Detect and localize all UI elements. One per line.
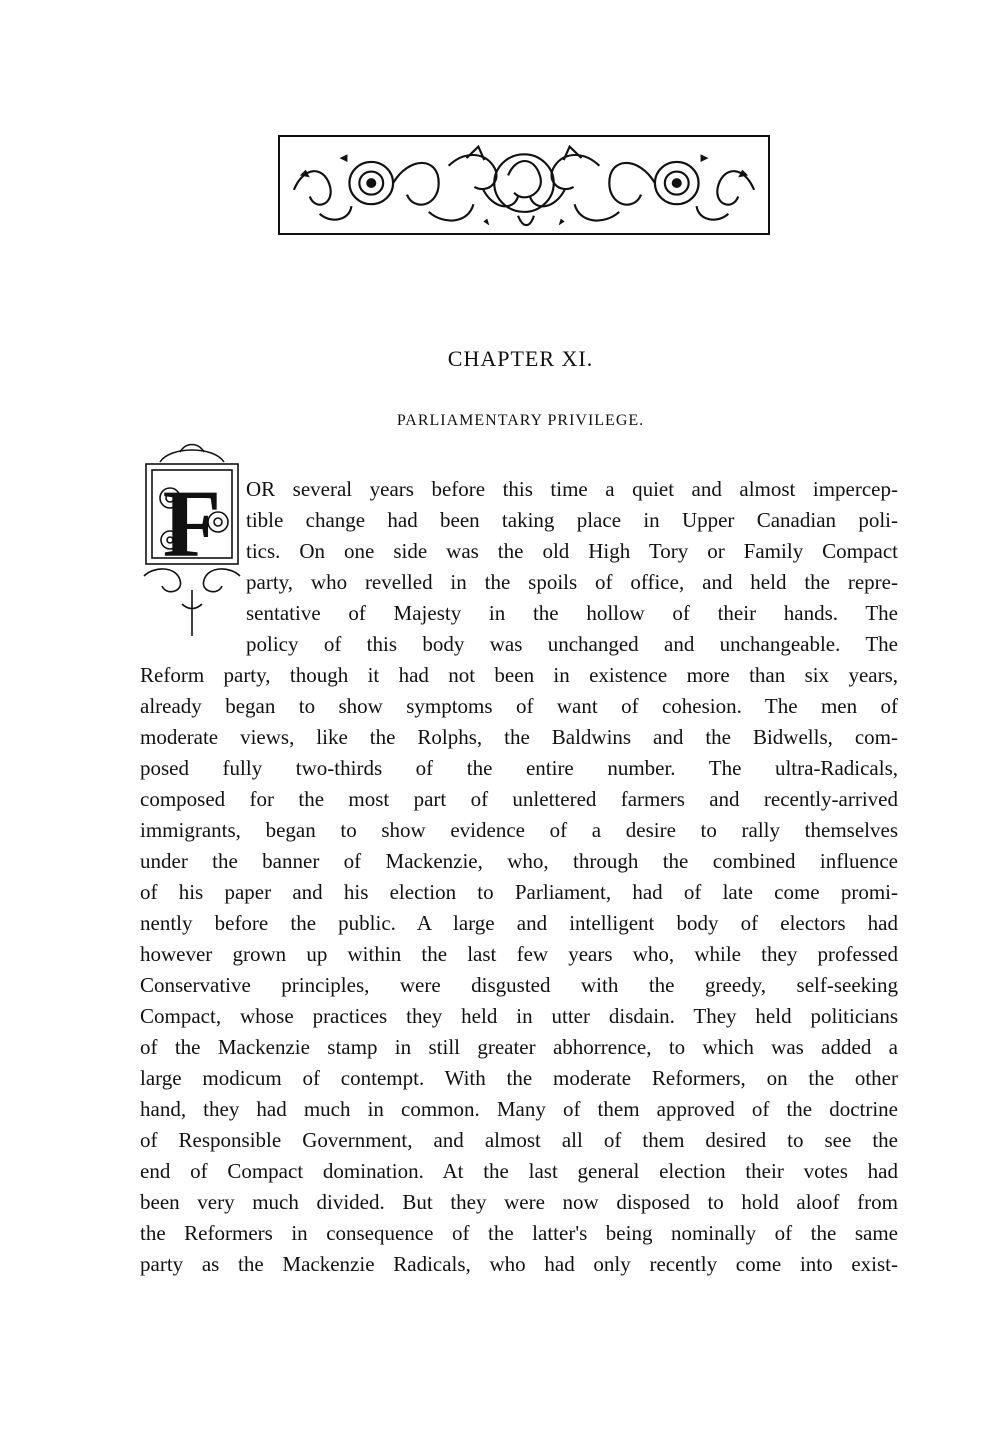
text-line-10: posed fully two-thirds of the entire number. The ultra-Radicals, xyxy=(140,756,898,780)
scrollwork-ornament-icon xyxy=(280,137,768,233)
decorative-dropcap xyxy=(140,440,244,640)
text-line-8: already began to show symptoms of want of cohesion. The men of xyxy=(140,694,898,718)
text-line-15: nently before the public. A large and intelligent body of electors had xyxy=(140,911,898,935)
text-line-1: OR several years before this time a quiet and almost impercep- xyxy=(246,477,898,501)
ornamental-headpiece xyxy=(278,135,770,235)
text-line-20: large modicum of contempt. With the moderate Reformers, on the other xyxy=(140,1066,898,1090)
chapter-title: CHAPTER XI. xyxy=(447,346,594,371)
text-line-23: end of Compact domination. At the last general election their votes had xyxy=(140,1159,898,1183)
text-line-3: tics. On one side was the old High Tory or Family Compact xyxy=(246,539,898,563)
text-line-4: party, who revelled in the spoils of office, and held the repre- xyxy=(246,570,898,594)
text-line-16: however grown up within the last few years who, while they professed xyxy=(140,942,898,966)
text-line-21: hand, they had much in common. Many of them approved of the doctrine xyxy=(140,1097,898,1121)
illuminated-initial-icon xyxy=(140,440,244,640)
text-line-24: been very much divided. But they were now disposed to hold aloof from xyxy=(140,1190,898,1214)
text-line-5: sentative of Majesty in the hollow of their hands. The xyxy=(246,601,898,625)
text-line-13: under the banner of Mackenzie, who, through the combined influence xyxy=(140,849,898,873)
text-line-6: policy of this body was unchanged and unchangeable. The xyxy=(246,632,898,656)
text-line-22: of Responsible Government, and almost all of them desired to see the xyxy=(140,1128,898,1152)
text-line-14: of his paper and his election to Parliament, had of late come promi- xyxy=(140,880,898,904)
text-line-18: Compact, whose practices they held in utter disdain. They held politicians xyxy=(140,1004,898,1028)
text-line-9: moderate views, like the Rolphs, the Baldwins and the Bidwells, com- xyxy=(140,725,898,749)
text-line-25: the Reformers in consequence of the latter's being nominally of the same xyxy=(140,1221,898,1245)
chapter-subtitle: PARLIAMENTARY PRIVILEGE. xyxy=(396,412,645,429)
text-line-19: of the Mackenzie stamp in still greater abhorrence, to which was added a xyxy=(140,1035,898,1059)
text-line-17: Conservative principles, were disgusted with the greedy, self-seeking xyxy=(140,973,898,997)
text-line-7: Reform party, though it had not been in existence more than six years, xyxy=(140,663,898,687)
text-line-11: composed for the most part of unlettered farmers and recently-arrived xyxy=(140,787,898,811)
text-line-12: immigrants, began to show evidence of a desire to rally themselves xyxy=(140,818,898,842)
text-line-26: party as the Mackenzie Radicals, who had only recently come into exist- xyxy=(140,1252,898,1276)
text-line-2: tible change had been taking place in Upper Canadian poli- xyxy=(246,508,898,532)
dropcap-letter: F xyxy=(162,470,222,577)
